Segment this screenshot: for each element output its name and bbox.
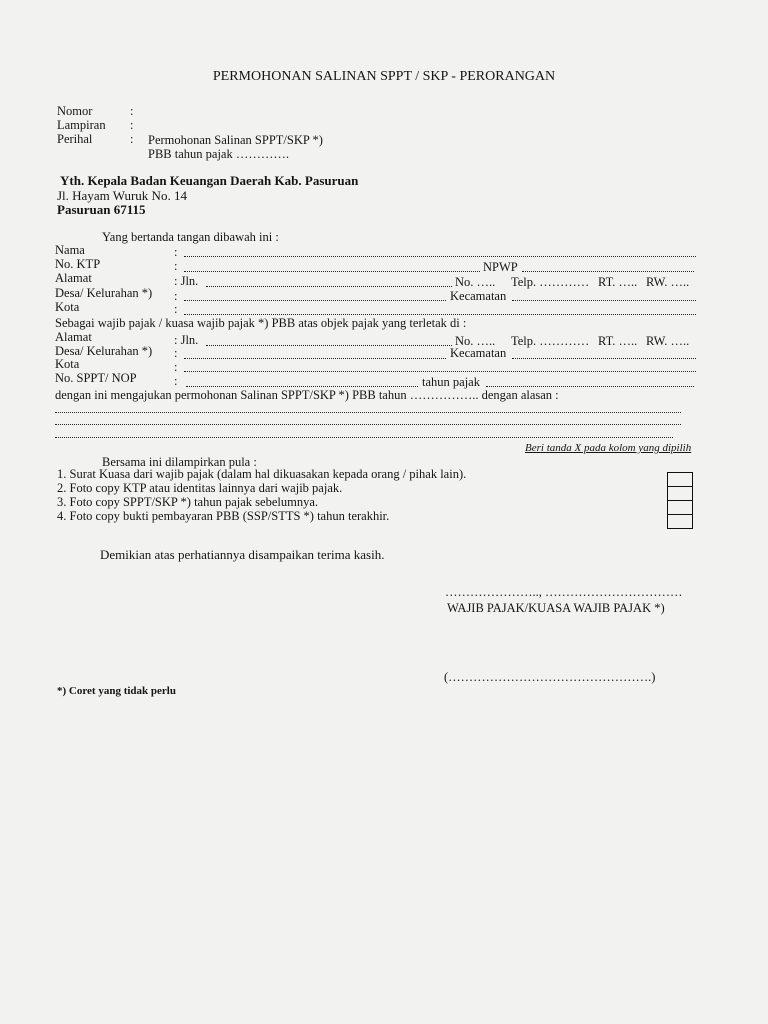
kecamatan-label: Kecamatan [450, 289, 507, 303]
perihal-label: Perihal [57, 132, 93, 146]
checkbox-hint: Beri tanda X pada kolom yang dipilih [525, 442, 692, 454]
page-title: PERMOHONAN SALINAN SPPT / SKP - PERORANGAN [212, 69, 556, 84]
object-intro: Sebagai wajib pajak / kuasa wajib pajak *) PBB atas objek pajak yang terletak di : [55, 316, 467, 330]
closing-text: Demikian atas perhatiannya disampaikan terima kasih. [100, 547, 385, 562]
nomor-label: Nomor [57, 104, 93, 118]
nama-label: Nama [55, 243, 85, 257]
attachment-item: 3. Foto copy SPPT/SKP *) tahun pajak sebelumnya. [57, 495, 318, 509]
obj-alamat-label: Alamat [55, 330, 92, 344]
attachment-item: 4. Foto copy bukti pembayaran PBB (SSP/STTS *) tahun terakhir. [57, 509, 390, 523]
obj-alamat-field[interactable] [206, 345, 452, 346]
obj-alamat-telp[interactable]: Telp. ………… [511, 334, 590, 348]
lampiran-label: Lampiran [57, 118, 106, 132]
attachment-item: 1. Surat Kuasa dari wajib pajak (dalam hal dikuasakan kepada orang / pihak lain). [57, 467, 467, 481]
request-line: dengan ini mengajukan permohonan Salinan SPPT/SKP *) PBB tahun …………….. dengan alasan : [55, 388, 559, 402]
attachments-intro: Bersama ini dilampirkan pula : [102, 455, 257, 469]
alamat-rt[interactable]: RT. ….. [598, 275, 638, 289]
attachment-item: 2. Foto copy KTP atau identitas lainnya dari wajib pajak. [57, 481, 343, 495]
obj-alamat-rw[interactable]: RW. ….. [646, 334, 690, 348]
obj-desa-field[interactable] [184, 358, 446, 359]
perihal-line-1: Permohonan Salinan SPPT/SKP *) [148, 133, 323, 147]
attachment-checkbox[interactable] [667, 501, 693, 515]
desa-label: Desa/ Kelurahan *) [55, 286, 153, 300]
obj-alamat-rt[interactable]: RT. ….. [598, 334, 638, 348]
kota-label: Kota [55, 300, 80, 314]
npwp-label: NPWP [483, 260, 518, 274]
intro-text: Yang bertanda tangan dibawah ini : [102, 230, 279, 244]
obj-tahun-pajak-field[interactable] [486, 386, 694, 387]
footnote: *) Coret yang tidak perlu [57, 685, 176, 697]
no-ktp-colon: : [174, 259, 178, 273]
nama-colon: : [174, 245, 178, 259]
alamat-telp[interactable]: Telp. ………… [511, 275, 590, 289]
obj-tahun-pajak-label: tahun pajak [422, 375, 480, 389]
addressee-line-1: Yth. Kepala Badan Keuangan Daerah Kab. Pasuruan [60, 173, 359, 188]
signature-place-date[interactable]: ………………….., …………………………… [445, 585, 683, 599]
obj-kecamatan-field[interactable] [512, 358, 696, 359]
reason-line-1[interactable] [55, 412, 681, 413]
desa-colon: : [174, 289, 178, 303]
obj-nop-field[interactable] [186, 386, 418, 387]
reason-line-3[interactable] [55, 437, 673, 438]
npwp-field[interactable] [522, 271, 694, 272]
obj-kecamatan-label: Kecamatan [450, 346, 507, 360]
obj-alamat-no[interactable]: No. ….. [455, 334, 496, 348]
obj-nop-colon: : [174, 374, 178, 388]
obj-desa-label: Desa/ Kelurahan *) [55, 344, 153, 358]
attachment-checkbox-group [667, 472, 693, 529]
alamat-no[interactable]: No. ….. [455, 275, 496, 289]
nama-field[interactable] [184, 256, 696, 257]
obj-nop-label: No. SPPT/ NOP [55, 371, 137, 385]
lampiran-colon: : [130, 118, 134, 132]
nomor-colon: : [130, 104, 134, 118]
obj-alamat-jln-label: : Jln. [174, 333, 199, 347]
no-ktp-label: No. KTP [55, 257, 101, 271]
alamat-field[interactable] [206, 286, 452, 287]
attachment-checkbox[interactable] [667, 472, 693, 487]
desa-field[interactable] [184, 300, 446, 301]
no-ktp-field[interactable] [184, 271, 480, 272]
reason-line-2[interactable] [55, 424, 681, 425]
obj-kota-label: Kota [55, 357, 80, 371]
perihal-colon: : [130, 132, 134, 146]
kota-field[interactable] [184, 314, 696, 315]
alamat-jln-label: : Jln. [174, 274, 199, 288]
kota-colon: : [174, 302, 178, 316]
obj-kota-colon: : [174, 360, 178, 374]
signature-role: WAJIB PAJAK/KUASA WAJIB PAJAK *) [447, 601, 665, 615]
attachment-checkbox[interactable] [667, 487, 693, 501]
alamat-rw[interactable]: RW. ….. [646, 275, 690, 289]
signature-name-line[interactable]: (………………………………………….) [444, 670, 656, 684]
addressee-line-3: Pasuruan 67115 [57, 202, 146, 217]
addressee-line-2: Jl. Hayam Wuruk No. 14 [57, 188, 187, 203]
obj-kota-field[interactable] [184, 371, 696, 372]
obj-desa-colon: : [174, 346, 178, 360]
kecamatan-field[interactable] [512, 300, 696, 301]
attachment-checkbox[interactable] [667, 515, 693, 529]
perihal-line-2: PBB tahun pajak …………. [148, 147, 289, 161]
alamat-label: Alamat [55, 271, 92, 285]
